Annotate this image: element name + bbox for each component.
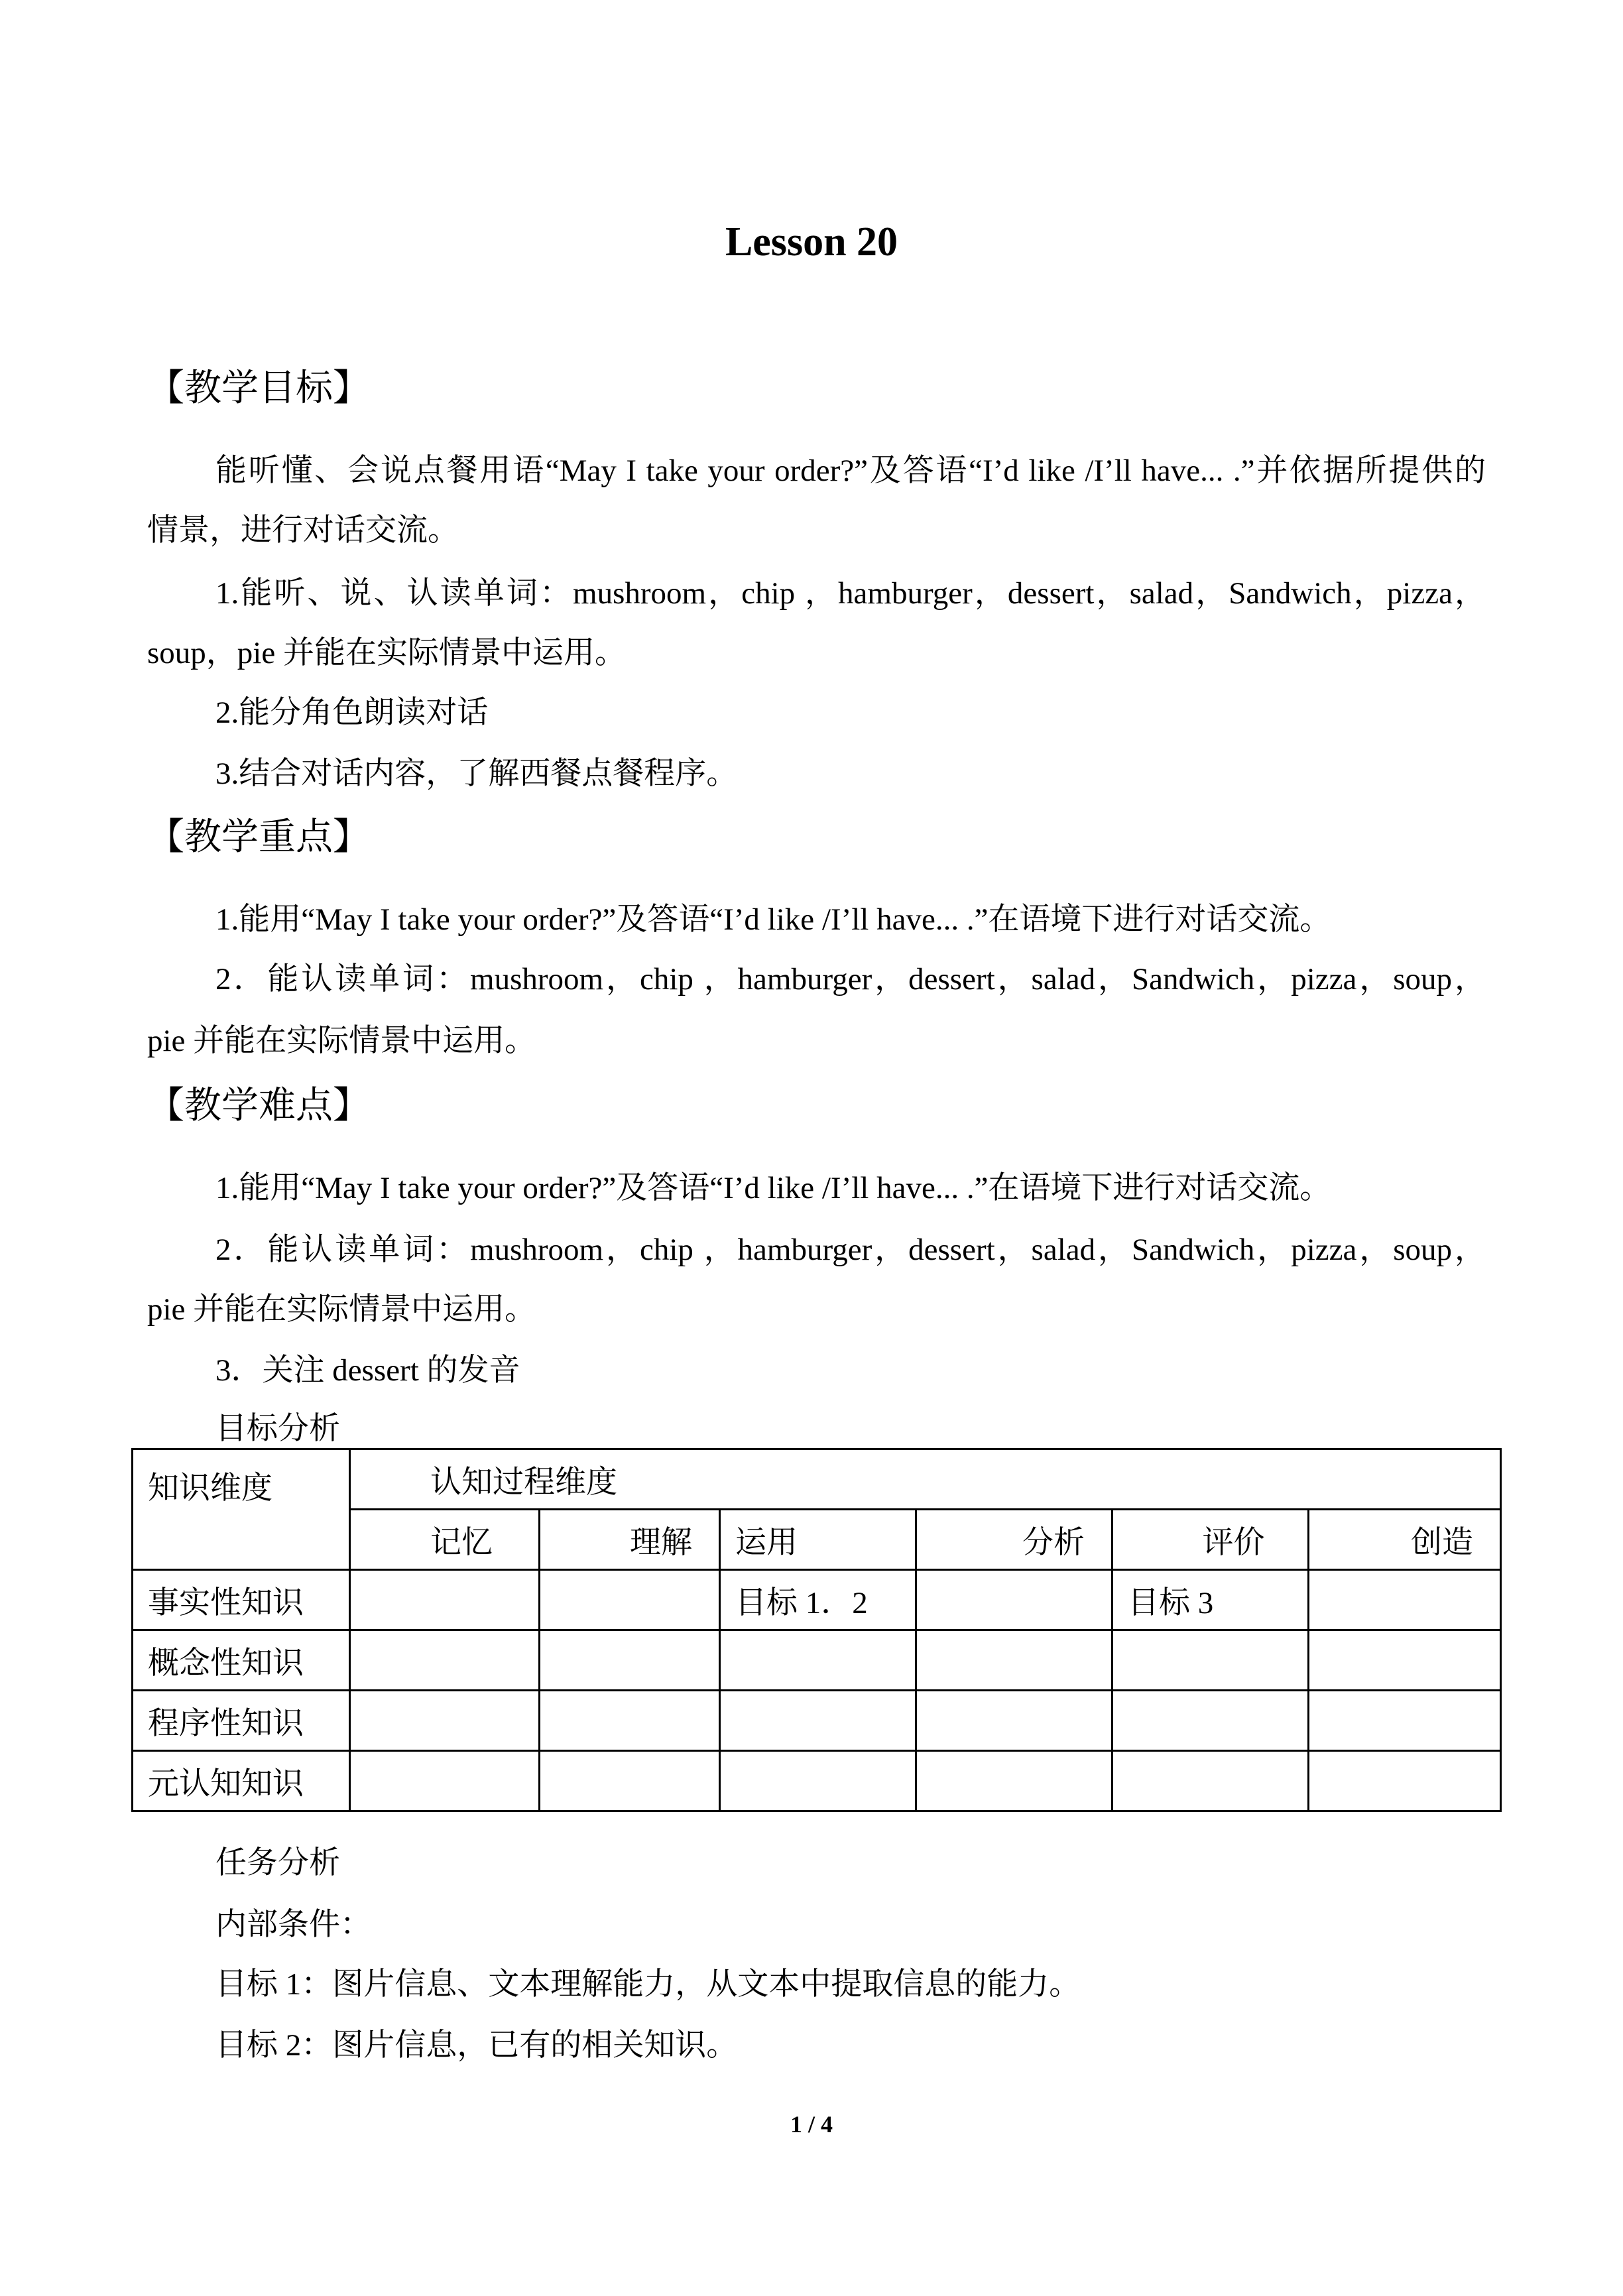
difficulties-item3: 3．关注 dessert 的发音 xyxy=(215,1353,520,1388)
key-points-item1: 1.能用“May I take your order?”及答语“I’d like /I’ll have... .”在语境下进行对话交流。 xyxy=(215,902,1331,937)
table-col-header: 记忆 xyxy=(350,1510,540,1570)
task-goal-1: 目标 1：图片信息、文本理解能力，从文本中提取信息的能力。 xyxy=(215,1967,1081,2002)
objectives-item2: 2.能分角色朗读对话 xyxy=(215,695,489,730)
table-cell xyxy=(1309,1570,1501,1630)
table-cell xyxy=(916,1570,1112,1630)
table-cell xyxy=(350,1570,540,1630)
table-cell xyxy=(720,1751,916,1811)
table-cell xyxy=(916,1630,1112,1691)
table-row xyxy=(133,1570,1501,1630)
difficulties-heading: 【教学难点】 xyxy=(147,1084,370,1127)
table-row-label: 概念性知识 xyxy=(133,1630,350,1691)
objectives-item1-line1: 1.能听、说、认读单词：mushroom，chip ，hamburger，dessert，salad，Sandwich，pizza， xyxy=(215,576,1486,611)
table-col-header: 分析 xyxy=(916,1510,1112,1570)
objectives-heading: 【教学目标】 xyxy=(147,367,370,410)
target-analysis-table xyxy=(131,1448,1502,1812)
difficulties-item2-line2: pie 并能在实际情景中运用。 xyxy=(147,1292,536,1327)
table-cell: 目标 3 xyxy=(1112,1570,1309,1630)
objectives-intro-line2: 情景，进行对话交流。 xyxy=(147,513,459,548)
internal-conditions-label: 内部条件： xyxy=(215,1907,371,1942)
table-cell xyxy=(720,1691,916,1751)
task-analysis-label: 任务分析 xyxy=(215,1846,340,1880)
table-row-label: 事实性知识 xyxy=(133,1570,350,1630)
task-goal-2: 目标 2：图片信息，已有的相关知识。 xyxy=(215,2028,738,2063)
table-cell xyxy=(1309,1751,1501,1811)
table-cell xyxy=(350,1751,540,1811)
table-col-header: 创造 xyxy=(1309,1510,1501,1570)
table-cell xyxy=(1112,1751,1309,1811)
table-cell xyxy=(350,1691,540,1751)
table-cell xyxy=(540,1570,720,1630)
objectives-item1-line2: soup，pie 并能在实际情景中运用。 xyxy=(147,636,626,670)
target-analysis-label: 目标分析 xyxy=(215,1412,340,1446)
table-corner-header: 知识维度 xyxy=(133,1449,350,1570)
objectives-intro-line1: 能听懂、会说点餐用语“May I take your order?”及答语“I’d like /I’ll have... .”并依据所提供的 xyxy=(215,453,1486,488)
table-row xyxy=(133,1630,1501,1691)
table-cell: 目标 1．2 xyxy=(720,1570,916,1630)
table-cell xyxy=(540,1630,720,1691)
table-group-header: 认知过程维度 xyxy=(350,1449,1501,1510)
table-cell xyxy=(916,1691,1112,1751)
difficulties-item1: 1.能用“May I take your order?”及答语“I’d like /I’ll have... .”在语境下进行对话交流。 xyxy=(215,1171,1331,1205)
table-cell xyxy=(540,1751,720,1811)
page-number: 1 / 4 xyxy=(790,2111,833,2138)
table-cell xyxy=(1309,1691,1501,1751)
difficulties-item2-line1: 2．能认读单词：mushroom，chip ，hamburger，dessert，salad，Sandwich，pizza，soup， xyxy=(215,1233,1486,1267)
table-cell xyxy=(1309,1630,1501,1691)
objectives-item3: 3.结合对话内容，了解西餐点餐程序。 xyxy=(215,756,738,791)
table-col-header: 理解 xyxy=(540,1510,720,1570)
table-cell xyxy=(1112,1691,1309,1751)
table-cell xyxy=(540,1691,720,1751)
page-title: Lesson 20 xyxy=(725,219,898,265)
table-col-header: 运用 xyxy=(720,1510,916,1570)
table-cell xyxy=(350,1630,540,1691)
table-row xyxy=(133,1751,1501,1811)
table-cell xyxy=(1112,1630,1309,1691)
table-row xyxy=(133,1691,1501,1751)
table-row-label: 程序性知识 xyxy=(133,1691,350,1751)
table-cell xyxy=(720,1630,916,1691)
key-points-item2-line2: pie 并能在实际情景中运用。 xyxy=(147,1024,536,1058)
key-points-item2-line1: 2．能认读单词：mushroom，chip ，hamburger，dessert，salad，Sandwich，pizza，soup， xyxy=(215,962,1486,997)
table-row-label: 元认知知识 xyxy=(133,1751,350,1811)
table-col-header: 评价 xyxy=(1112,1510,1309,1570)
table-cell xyxy=(916,1751,1112,1811)
key-points-heading: 【教学重点】 xyxy=(147,816,370,859)
